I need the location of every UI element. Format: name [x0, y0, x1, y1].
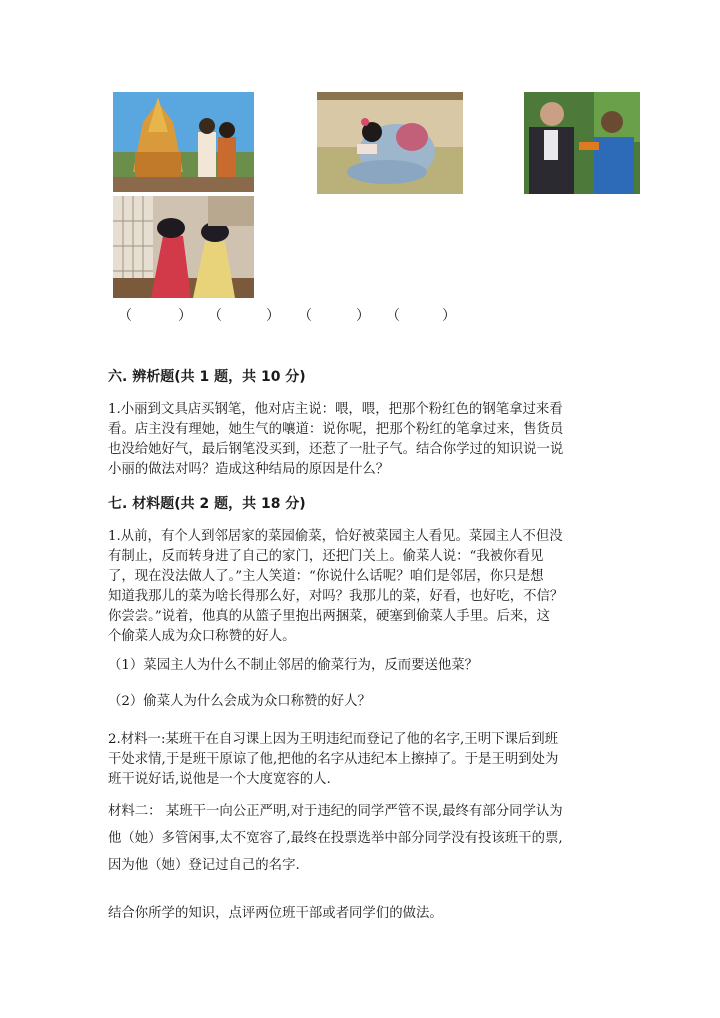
section-7-question-2-prompt: 结合你所学的知识，点评两位班干部或者同学们的做法。 [108, 906, 443, 921]
answer-blanks [108, 305, 628, 327]
blank-1-open: （ [118, 308, 132, 324]
section-7-heading: 七. 材料题(共 2 题，共 18 分) [108, 496, 306, 512]
blank-3-close: ） [356, 308, 370, 324]
section-7-question-2-material-2 [108, 798, 608, 879]
section-7-sub-question-2: （2）偷菜人为什么会成为众口称赞的好人？ [108, 694, 371, 709]
section-7-question-2-material-1 [108, 730, 608, 790]
section-7-sub-question-1: （1）菜园主人为什么不制止邻居的偷菜行为，反而要送他菜？ [108, 658, 479, 673]
blank-4-open: （ [386, 308, 400, 324]
japanese-kimono-bow-photo [317, 92, 463, 194]
text-line: 1.从前，有个人到邻居家的菜园偷菜，恰好被菜园主人看见。菜园主人不但没 [108, 529, 563, 544]
text-line: 了，现在没法做人了。”主人笑道：“你说什么话呢？咱们是邻居，你只是想 [108, 569, 544, 584]
blank-2-close: ） [266, 308, 280, 324]
text-line: 1.小丽到文具店买钢笔，他对店主说：喂，喂，把那个粉红色的钢笔拿过来看 [108, 402, 563, 417]
blank-3-open: （ [298, 308, 312, 324]
blank-4-close: ） [442, 308, 456, 324]
text-line: 因为他（她）登记过自己的名字. [108, 858, 300, 873]
indian-tilak-welcome-photo [524, 92, 640, 194]
korean-hanbok-bow-photo [113, 196, 254, 298]
text-line: 看。店主没有理她，她生气的嚷道：说你呢，把那个粉红的笔拿过来，售货员 [108, 422, 564, 437]
blank-2-open: （ [208, 308, 222, 324]
text-line: 个偷菜人成为众口称赞的好人。 [108, 629, 296, 644]
text-line: 2.材料一:某班干在自习课上因为王明违纪而登记了他的名字,王明下课后到班 [108, 732, 559, 747]
text-line: 有制止，反而转身进了自己的家门，还把门关上。偷菜人说：“我被你看见 [108, 549, 544, 564]
text-line: 材料二： 某班干一向公正严明,对于违纪的同学严管不误,最终有部分同学认为 [108, 804, 563, 819]
thai-temple-greeting-photo [113, 92, 254, 192]
text-line: 他（她）多管闲事,太不宽容了,最终在投票选举中部分同学没有投该班干的票, [108, 831, 563, 846]
text-line: 你尝尝。”说着，他真的从篮子里抱出两捆菜，硬塞到偷菜人手里。后来，这 [108, 609, 551, 624]
text-line: 知道我那儿的菜为啥长得那么好，对吗？我那儿的菜，好看，也好吃，不信？ [108, 589, 564, 604]
section-6-question-1 [108, 400, 608, 480]
section-7-question-1 [108, 527, 608, 647]
text-line: 小丽的做法对吗？造成这种结局的原因是什么？ [108, 462, 390, 477]
section-6-heading: 六. 辨析题(共 1 题，共 10 分) [108, 369, 306, 385]
text-line: 班干说好话,说他是一个大度宽容的人. [108, 772, 331, 787]
text-line: 干处求情,于是班干原谅了他,把他的名字从违纪本上擦掉了。于是王明到处为 [108, 752, 559, 767]
blank-1-close: ） [178, 308, 192, 324]
text-line: 也没给她好气，最后钢笔没买到，还惹了一肚子气。结合你学过的知识说一说 [108, 442, 564, 457]
